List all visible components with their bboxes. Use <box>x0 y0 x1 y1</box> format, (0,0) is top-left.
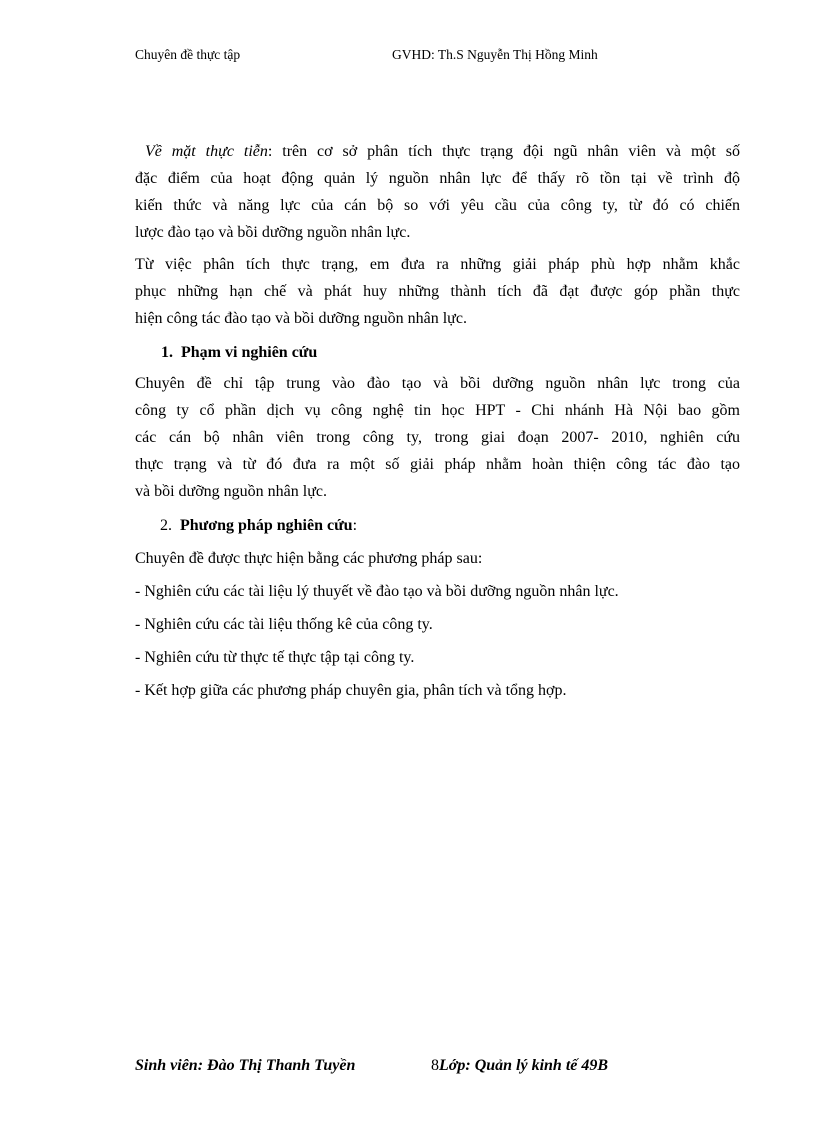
section2-body <box>135 545 740 704</box>
para2-line-2: phục những hạn chế và phát huy những thành tích đã đạt được góp phần thực <box>135 283 740 300</box>
intro-line-4: lược đào tạo và bồi dưỡng nguồn nhân lực. <box>135 224 411 241</box>
section1-body <box>135 370 740 505</box>
intro-line-1-rest: : trên cơ sở phân tích thực trạng đội ngũ nhân viên và một số <box>267 143 740 160</box>
method-item: - Kết hợp giữa các phương pháp chuyên gia, phân tích và tổng hợp. <box>135 682 567 699</box>
section1-line-3: các cán bộ nhân viên trong công ty, trong giai đoạn 2007- 2010, nghiên cứu <box>135 429 740 446</box>
section2-intro: Chuyên đề được thực hiện bằng các phương pháp sau: <box>135 550 483 567</box>
section1-line-2: công ty cổ phần dịch vụ công nghệ tin học HPT - Chi nhánh Hà Nội bao gồm <box>135 402 740 419</box>
section2-title: Phương pháp nghiên cứu <box>180 517 353 534</box>
intro-line-2: đặc điểm của hoạt động quản lý nguồn nhân lực để thấy rõ tồn tại về trình độ <box>135 170 740 187</box>
method-item: - Nghiên cứu các tài liệu thống kê của công ty. <box>135 616 433 633</box>
page-number: 8 <box>431 1057 439 1074</box>
header-left: Chuyên đề thực tập <box>135 47 241 62</box>
section2-number: 2. <box>160 517 172 534</box>
section1-line-4: thực trạng và từ đó đưa ra một số giải pháp nhằm hoàn thiện công tác đào tạo <box>135 456 740 473</box>
section2-suffix: : <box>352 517 358 534</box>
footer-student: Sinh viên: Đào Thị Thanh Tuyền <box>135 1057 356 1074</box>
section1-line-1: Chuyên đề chỉ tập trung vào đào tạo và bồi dưỡng nguồn nhân lực trong của <box>135 375 740 392</box>
intro-line-1 <box>135 138 740 165</box>
paragraph-2 <box>135 251 740 332</box>
header-right: GVHD: Th.S Nguyễn Thị Hồng Minh <box>392 47 598 62</box>
method-item: - Nghiên cứu từ thực tế thực tập tại công ty. <box>135 649 415 666</box>
method-item: - Nghiên cứu các tài liệu lý thuyết về đào tạo và bồi dưỡng nguồn nhân lực. <box>135 583 619 600</box>
intro-paragraph <box>135 138 740 246</box>
intro-line-3: kiến thức và năng lực của cán bộ so với yêu cầu của công ty, từ đó có chiến <box>135 197 740 214</box>
para2-line-1: Từ việc phân tích thực trạng, em đưa ra những giải pháp phù hợp nhằm khắc <box>135 256 740 273</box>
section1-heading <box>161 339 317 366</box>
intro-lead: Về mặt thực tiễn <box>144 143 268 160</box>
section1-line-5: và bồi dưỡng nguồn nhân lực. <box>135 483 327 500</box>
para2-line-3: hiện công tác đào tạo và bồi dưỡng nguồn nhân lực. <box>135 310 467 327</box>
footer-class: Lớp: Quản lý kinh tế 49B <box>439 1057 609 1074</box>
section2-heading <box>160 512 357 539</box>
section1-title: Phạm vi nghiên cứu <box>181 344 318 361</box>
section1-number: 1. <box>161 344 173 361</box>
footer-class-line <box>431 1057 608 1075</box>
